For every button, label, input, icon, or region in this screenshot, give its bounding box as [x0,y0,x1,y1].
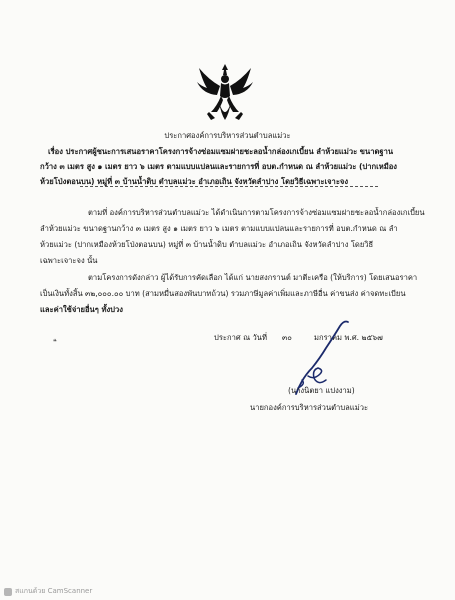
signer-name: (นางนิตยา แปงงาม) [288,386,355,395]
announce-date-prefix: ประกาศ ณ วันที่ [214,333,267,342]
paragraph-1-line-4: เฉพาะเจาะจง นั้น [40,256,98,265]
subject-line-1: เรื่อง ประกาศผู้ชนะการเสนอราคาโครงการจ้างซ่อมแซมฝายชะลอน้ำกล่องเกเบี้ยน ลำห้วยแม่วะ ขนาดฐาน [48,147,394,156]
agency-heading: ประกาศองค์การบริหารส่วนตำบลแม่วะ [164,131,291,140]
paragraph-2-line-3: และค่าใช้จ่ายอื่นๆ ทั้งปวง [40,305,123,314]
margin-mark: ❝ [53,338,57,346]
scanner-watermark [4,586,92,597]
paragraph-1-line-3: ห้วยแม่วะ (ปากเหมืองห้วยโป่งตอนบน) หมู่ที่ ๓ บ้านน้ำดิบ ตำบลแม่วะ อำเภอเถิน จังหวัดลำปาง โดยวิธี [40,240,374,249]
signer-position: นายกองค์การบริหารส่วนตำบลแม่วะ [250,403,369,412]
camscanner-logo-icon [4,588,12,596]
garuda-emblem-icon [195,62,255,126]
paragraph-1-line-1: ตามที่ องค์การบริหารส่วนตำบลแม่วะ ได้ดำเนินการตามโครงการจ้างซ่อมแซมฝายชะลอน้ำกล่องเกเบี้ยน [88,208,425,217]
paragraph-2-line-1: ตามโครงการดังกล่าว ผู้ได้รับการคัดเลือก ได้แก่ นายสงกรานต์ มาตีะเครือ (ให้บริการ) โดยเสนอราคา [88,273,418,282]
subject-line-3: ห้วยโป่งตอนบน) หมู่ที่ ๓ บ้านน้ำดิบ ตำบลแม่วะ อำเภอเถิน จังหวัดลำปาง โดยวิธีเฉพาะเจาะจง [40,177,349,186]
subject-line-2: กว้าง ๓ เมตร สูง ๑ เมตร ยาว ๖ เมตร ตามแบบแปลนและรายการที่ อบต.กำหนด ณ ลำห้วยแม่วะ (ปากเหมือง [40,162,397,171]
announce-date-day: ๓๐ [282,333,292,342]
watermark-text: สแกนด้วย CamScanner [15,587,93,595]
paragraph-2-line-2: เป็นเงินทั้งสิ้น ๓๒,๐๐๐.๐๐ บาท (สามหมื่นสองพันบาทถ้วน) รวมภาษีมูลค่าเพิ่มและภาษีอื่น ค่าขนส่ง ค่าจดทะเบียน [40,289,406,298]
section-divider [80,186,378,187]
announce-date-month-year: มกราคม พ.ศ. ๒๕๖๗ [314,333,383,342]
paragraph-1-line-2: ลำห้วยแม่วะ ขนาดฐานกว้าง ๓ เมตร สูง ๑ เมตร ยาว ๖ เมตร ตามแบบแปลนและรายการที่ อบต.กำหนด ณ ลำ [40,224,398,233]
